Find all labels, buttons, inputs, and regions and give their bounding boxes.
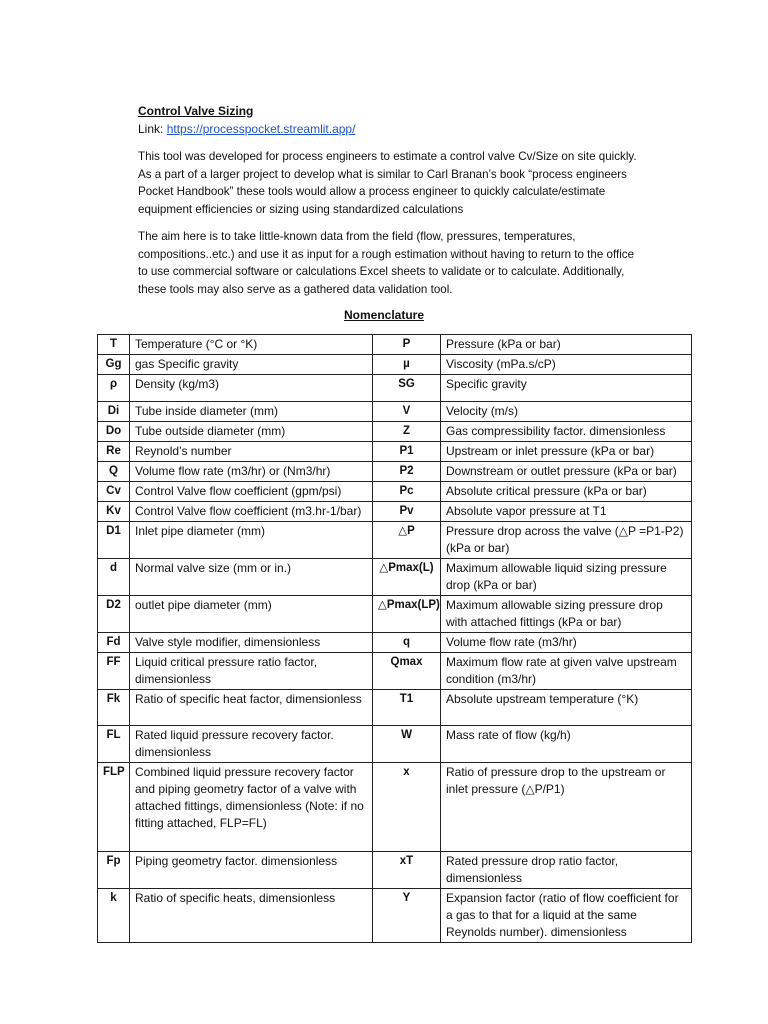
- symbol-left: FF: [98, 653, 130, 690]
- nomenclature-row: [98, 422, 692, 442]
- symbol-left: Fp: [98, 852, 130, 889]
- description-left: Normal valve size (mm or in.): [130, 559, 373, 596]
- description-right: Absolute upstream temperature (°K): [441, 690, 692, 726]
- symbol-right: △Pmax(L): [373, 559, 441, 596]
- symbol-right: µ: [373, 355, 441, 375]
- symbol-left: Di: [98, 402, 130, 422]
- description-right: Pressure (kPa or bar): [441, 335, 692, 355]
- description-right: Specific gravity: [441, 375, 692, 402]
- symbol-right: Y: [373, 889, 441, 943]
- description-left: Tube inside diameter (mm): [130, 402, 373, 422]
- symbol-left: ρ: [98, 375, 130, 402]
- description-right: Maximum flow rate at given valve upstream condition (m3/hr): [441, 653, 692, 690]
- symbol-left: Do: [98, 422, 130, 442]
- symbol-left: Fd: [98, 633, 130, 653]
- nomenclature-row: [98, 596, 692, 633]
- description-right: Viscosity (mPa.s/cP): [441, 355, 692, 375]
- description-right: Volume flow rate (m3/hr): [441, 633, 692, 653]
- description-left: Density (kg/m3): [130, 375, 373, 402]
- nomenclature-row: [98, 633, 692, 653]
- app-link[interactable]: https://processpocket.streamlit.app/: [166, 122, 356, 136]
- symbol-right: xT: [373, 852, 441, 889]
- description-left: Temperature (°C or °K): [130, 335, 373, 355]
- description-left: gas Specific gravity: [130, 355, 373, 375]
- nomenclature-row: [98, 355, 692, 375]
- description-left: Ratio of specific heats, dimensionless: [130, 889, 373, 943]
- link-label: Link:: [138, 122, 167, 136]
- description-right: Ratio of pressure drop to the upstream or inlet pressure (△P/P1): [441, 763, 692, 852]
- symbol-right: P: [373, 335, 441, 355]
- nomenclature-row: [98, 502, 692, 522]
- nomenclature-row: [98, 852, 692, 889]
- symbol-right: SG: [373, 375, 441, 402]
- symbol-left: Q: [98, 462, 130, 482]
- description-left: Tube outside diameter (mm): [130, 422, 373, 442]
- intro-paragraph: This tool was developed for process engineers to estimate a control valve Cv/Size on site quickly. As a part of a larger project to develop what is similar to Carl Branan’s book “process engineers Pocket Handbook” these tools would allow a process engineer to quickly calculate/estimate equipment efficiencies or sizing using standardized calculations: [138, 150, 637, 216]
- nomenclature-table: [97, 334, 692, 943]
- symbol-left: T: [98, 335, 130, 355]
- nomenclature-row: [98, 482, 692, 502]
- nomenclature-row: [98, 442, 692, 462]
- description-right: Maximum allowable sizing pressure drop with attached fittings (kPa or bar): [441, 596, 692, 633]
- description-left: outlet pipe diameter (mm): [130, 596, 373, 633]
- symbol-right: Z: [373, 422, 441, 442]
- nomenclature-row: [98, 763, 692, 852]
- symbol-right: W: [373, 726, 441, 763]
- description-right: Downstream or outlet pressure (kPa or bar): [441, 462, 692, 482]
- nomenclature-row: [98, 335, 692, 355]
- symbol-left: k: [98, 889, 130, 943]
- nomenclature-row: [98, 375, 692, 402]
- description-left: Control Valve flow coefficient (m3.hr-1/bar): [130, 502, 373, 522]
- description-right: Absolute critical pressure (kPa or bar): [441, 482, 692, 502]
- symbol-right: △P: [373, 522, 441, 559]
- description-right: Rated pressure drop ratio factor, dimensionless: [441, 852, 692, 889]
- nomenclature-row: [98, 559, 692, 596]
- nomenclature-row: [98, 690, 692, 726]
- document-heading: Control Valve Sizing: [138, 104, 254, 118]
- symbol-left: Cv: [98, 482, 130, 502]
- symbol-right: Qmax: [373, 653, 441, 690]
- description-right: Velocity (m/s): [441, 402, 692, 422]
- description-left: Combined liquid pressure recovery factor and piping geometry factor of a valve with attached fittings, dimensionless (Note: if no fitting attached, FLP=FL): [130, 763, 373, 852]
- symbol-right: △Pmax(LP): [373, 596, 441, 633]
- description-right: Mass rate of flow (kg/h): [441, 726, 692, 763]
- symbol-left: Kv: [98, 502, 130, 522]
- description-left: Rated liquid pressure recovery factor. dimensionless: [130, 726, 373, 763]
- symbol-left: FL: [98, 726, 130, 763]
- description-right: Absolute vapor pressure at T1: [441, 502, 692, 522]
- aim-paragraph: The aim here is to take little-known data from the field (flow, pressures, temperatures, compositions..etc.) and use it as input for a rough estimation without having to return to the office to use commercial software or calculations Excel sheets to validate or to calculate. Additionally, these tools may also serve as a gathered data validation tool.: [138, 230, 635, 296]
- nomenclature-row: [98, 889, 692, 943]
- nomenclature-row: [98, 726, 692, 763]
- symbol-right: x: [373, 763, 441, 852]
- description-left: Ratio of specific heat factor, dimensionless: [130, 690, 373, 726]
- symbol-left: Re: [98, 442, 130, 462]
- description-left: Control Valve flow coefficient (gpm/psi): [130, 482, 373, 502]
- symbol-left: d: [98, 559, 130, 596]
- description-right: Gas compressibility factor. dimensionless: [441, 422, 692, 442]
- nomenclature-row: [98, 653, 692, 690]
- description-right: Expansion factor (ratio of flow coefficient for a gas to that for a liquid at the same Reynolds number). dimensionless: [441, 889, 692, 943]
- nomenclature-row: [98, 402, 692, 422]
- symbol-left: Fk: [98, 690, 130, 726]
- symbol-left: Gg: [98, 355, 130, 375]
- nomenclature-title: Nomenclature: [343, 308, 425, 322]
- symbol-left: D2: [98, 596, 130, 633]
- symbol-right: Pc: [373, 482, 441, 502]
- symbol-left: FLP: [98, 763, 130, 852]
- nomenclature-row: [98, 522, 692, 559]
- description-right: Upstream or inlet pressure (kPa or bar): [441, 442, 692, 462]
- symbol-right: Pv: [373, 502, 441, 522]
- description-right: Pressure drop across the valve (△P =P1-P2) (kPa or bar): [441, 522, 692, 559]
- description-right: Maximum allowable liquid sizing pressure drop (kPa or bar): [441, 559, 692, 596]
- nomenclature-row: [98, 462, 692, 482]
- description-left: Inlet pipe diameter (mm): [130, 522, 373, 559]
- description-left: Liquid critical pressure ratio factor, dimensionless: [130, 653, 373, 690]
- symbol-right: P2: [373, 462, 441, 482]
- description-left: Volume flow rate (m3/hr) or (Nm3/hr): [130, 462, 373, 482]
- symbol-right: V: [373, 402, 441, 422]
- symbol-right: T1: [373, 690, 441, 726]
- symbol-right: q: [373, 633, 441, 653]
- description-left: Valve style modifier, dimensionless: [130, 633, 373, 653]
- description-left: Reynold’s number: [130, 442, 373, 462]
- description-left: Piping geometry factor. dimensionless: [130, 852, 373, 889]
- link-line: [138, 122, 355, 136]
- symbol-left: D1: [98, 522, 130, 559]
- symbol-right: P1: [373, 442, 441, 462]
